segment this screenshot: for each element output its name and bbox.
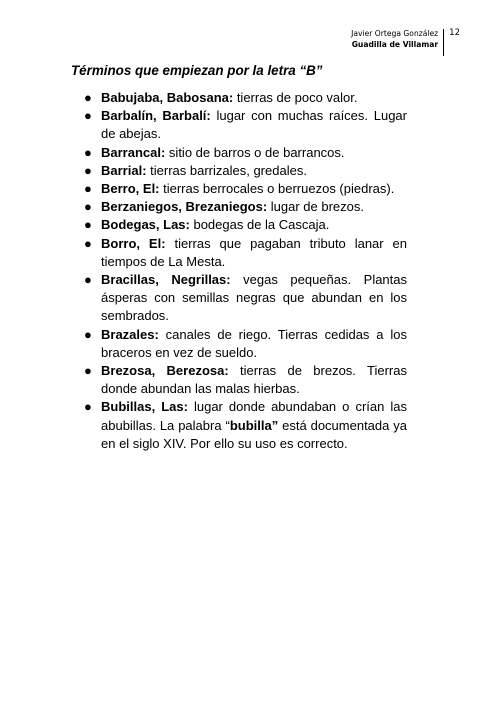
term-item <box>84 107 407 143</box>
bullet-icon: ● <box>84 217 92 233</box>
page-number: 12 <box>449 28 460 38</box>
term-definition: tierras de brezos. Tierras donde abundan las malas hierbas. <box>101 363 407 397</box>
term-item <box>84 235 407 271</box>
bullet-icon: ● <box>84 108 92 124</box>
term-definition: tierras barrizales, gredales. <box>146 162 307 178</box>
term-item <box>84 216 407 234</box>
bullet-icon: ● <box>84 272 92 288</box>
term-definition: bodegas de la Cascaja. <box>189 217 330 233</box>
term-item <box>84 144 407 162</box>
bullet-icon: ● <box>84 363 92 379</box>
term-item <box>84 89 407 107</box>
term-definition-end: está documentada ya en el siglo XIV. Por ello su uso es correcto. <box>101 417 408 451</box>
bullet-icon: ● <box>84 199 92 215</box>
bullet-icon: ● <box>84 181 92 197</box>
term-definition: lugar con muchas raíces. Lugar de abejas. <box>101 108 407 142</box>
term-name: Barrancal: <box>101 144 166 160</box>
term-name: Babujaba, Babosana: <box>101 90 234 105</box>
page-header <box>351 28 460 56</box>
term-definition: lugar de brezos. <box>267 199 364 215</box>
term-item <box>84 398 407 453</box>
term-name: Bubillas, Las: <box>101 399 188 415</box>
term-name: Brazales: <box>101 326 159 342</box>
header-book-title: Guadilla de Villamar <box>351 40 439 49</box>
term-item <box>84 162 407 180</box>
term-definition: canales de riego. Tierras cedidas a los braceros en vez de sueldo. <box>101 326 407 360</box>
term-name: Borro, El: <box>101 235 166 251</box>
term-definition: sitio de barros o de barrancos. <box>165 144 345 160</box>
bullet-icon: ● <box>84 235 92 251</box>
header-author: Javier Ortega González <box>351 29 439 38</box>
term-definition: vegas pequeñas. Plantas ásperas con semillas negras que abundan en los sembrados. <box>101 272 408 324</box>
header-text-block <box>351 28 443 50</box>
term-definition: tierras de poco valor. <box>233 90 358 105</box>
bullet-icon: ● <box>84 326 92 342</box>
term-item <box>84 271 407 326</box>
bullet-icon: ● <box>84 162 92 178</box>
terms-list <box>84 89 407 453</box>
term-item <box>84 326 407 362</box>
term-definition: tierras que pagaban tributo lanar en tiempos de La Mesta. <box>101 235 407 269</box>
term-name: Bracillas, Negrillas: <box>101 272 231 288</box>
term-name: Berzaniegos, Brezaniegos: <box>101 199 268 215</box>
term-name: Brezosa, Berezosa: <box>101 363 229 379</box>
term-definition: lugar donde abundaban o crían las abubillas. La palabra “ <box>101 399 407 433</box>
term-name: Berro, El: <box>101 181 160 197</box>
term-item <box>84 362 407 398</box>
term-name: Barbalín, Barbalí: <box>101 108 211 124</box>
bullet-icon: ● <box>84 399 92 415</box>
term-item <box>84 180 407 198</box>
term-name: Bodegas, Las: <box>101 217 190 233</box>
term-definition: tierras berrocales o berruezos (piedras). <box>159 181 395 197</box>
section-title: Términos que empiezan por la letra “B” <box>71 63 323 78</box>
bullet-icon: ● <box>84 90 92 105</box>
term-name: Barrial: <box>101 162 147 178</box>
bullet-icon: ● <box>84 144 92 160</box>
term-item <box>84 198 407 216</box>
term-highlight: bubilla” <box>229 417 279 433</box>
